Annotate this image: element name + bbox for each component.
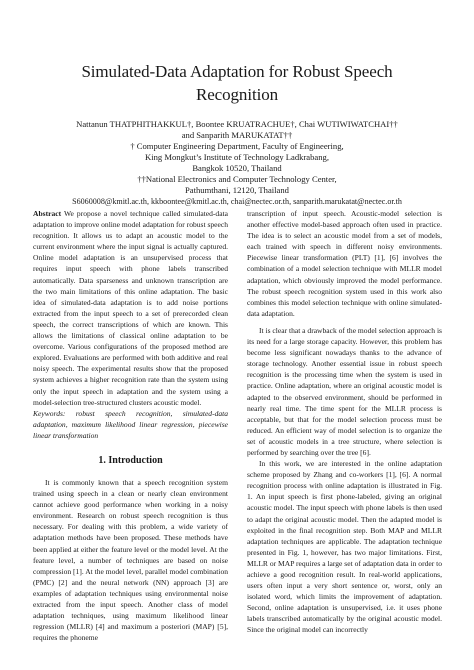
right-paragraph-2: It is clear that a drawback of the model selection approach is its need for a large storage capacity. However, this problem has become less significant nowadays thanks to the advance of storage technology. Another essential issue in robust speech recognition is the processing time when the system is used in practice. Online adaptation, where an original acoustic model is adapted to the observed environment, should be performed in nearly real time. The time spent for the MLLR process is acceptable, but that for the model selection process must be reduced. An efficient way of model selection is to organize the set of acoustic models in a tree structure, where selection is performed by searching over the tree [6]. [247, 325, 442, 457]
right-column [247, 208, 442, 636]
author-names-line-1: Nattanun THATPHITHAKKUL†, Boontee KRUATRACHUE†, Chai WUTIWIWATCHAI†† [76, 119, 398, 129]
right-paragraph-3: In this work, we are interested in the online adaptation scheme proposed by Zhang and co-workers [1], [6]. A normal recognition process with online adaptation is illustrated in Fig. 1. An input speech is first phone-labeled, giving an original acoustic model. The input speech with phone labels is then used to adapt the original acoustic model. Then the adapted model is exploited in the final recognition step. Both MAP and MLLR adaptation techniques are applicable. The adaptation technique presented in Fig. 1, however, has two major limitations. First, MLLR or MAP requires a large set of adaptation data in order to achieve a good recognition result. In real-world applications, users often input a very short sentence or, worst, only an isolated word, which limits the improvement of adaptation. Second, online adaptation is unsupervised, i.e. it uses phone labels transcribed automatically by the original acoustic model. Since the original model can incorrectly [247, 459, 442, 635]
author-block [30, 119, 444, 207]
title-line-2: Recognition [196, 85, 278, 104]
keywords-label: Keywords: [33, 408, 66, 418]
author-names-line-2: and Sanparith MARUKATAT†† [181, 130, 293, 140]
section-heading-introduction: 1. Introduction [98, 454, 163, 466]
paper-title [40, 60, 434, 106]
right-paragraph-1: transcription of input speech. Acoustic-model selection is another effective model-based approach often used in practice. The idea is to select an acoustic model from a set of models, each trained with speech in different noisy environments. Piecewise linear transformation (PLT) [1], [6] involves the combination of a model selection technique with MLLR model adaptation, which obviously improved the model performance. The robust speech recognition system used in this work also combines this model selection technique with online simulated-data adaptation. [247, 209, 442, 318]
keywords-text: robust speech recognition, simulated-data adaptation, maximum likelihood linear regression, piecewise linear transformation [33, 408, 228, 440]
affiliation-2-line-1: ††National Electronics and Computer Technology Center, [137, 174, 337, 184]
author-emails: S6060008@kmitl.ac.th, kkboontee@kmitl.ac.th, chai@nectec.or.th, sanparith.marukatat@nectec.or.th [72, 197, 402, 206]
left-column [33, 208, 228, 643]
abstract [33, 208, 228, 408]
abstract-label: Abstract [33, 209, 62, 218]
abstract-text: We propose a novel technique called simulated-data adaptation to improve online model adaptation for robust speech recognition. It allows us to adapt an acoustic model to the current environment where the input signal is actually captured. Online model adaptation is an unsupervised process that requires input speech with phone labels transcribed automatically. Data sparseness and unknown transcription are the two main limitations of this online adaptation. The basic idea of simulated-data adaptation is to add noise portions extracted from the input speech to a set of prerecorded clean speech, the correct transcriptions of which are known. This allows the limitations of classical online adaptation to be overcome. Various configurations of the proposed method are explored. Evaluations are performed with both additive and real noisy speech. The experimental results show that the proposed system achieves a higher recognition rate than the system using only the input speech in adaptation and the system using a model-selection tree-structured clusters acoustic model. [33, 209, 228, 407]
affiliation-1-line-2: King Mongkut’s Institute of Technology Ladkrabang, [145, 152, 329, 162]
affiliation-1-line-3: Bangkok 10520, Thailand [192, 163, 282, 173]
title-line-1: Simulated-Data Adaptation for Robust Speech [81, 62, 393, 81]
affiliation-1-line-1: † Computer Engineering Department, Faculty of Engineering, [130, 141, 344, 151]
intro-paragraph-1: It is commonly known that a speech recognition system trained using speech in a clean or nearly clean environment cannot achieve good performance when working in a noisy environment. Research on robust speech recognition is thus necessary. For dealing with this problem, a wide variety of adaptation methods have been proposed. These methods have been applied at either the feature level or the model level. At the feature level, a number of techniques are based on noise compression [1]. At the model level, parallel model combination (PMC) [2] and the neural network (NN) approach [3] are examples of adaptation techniques using environmental noise extracted from the input speech. Another class of model adaptation techniques, using maximum likelihood linear regression (MLLR) [4] and maximum a posteriori (MAP) [5], requires the phoneme [33, 477, 228, 643]
keywords [33, 408, 228, 441]
affiliation-2-line-2: Pathumthani, 12120, Thailand [185, 185, 289, 195]
